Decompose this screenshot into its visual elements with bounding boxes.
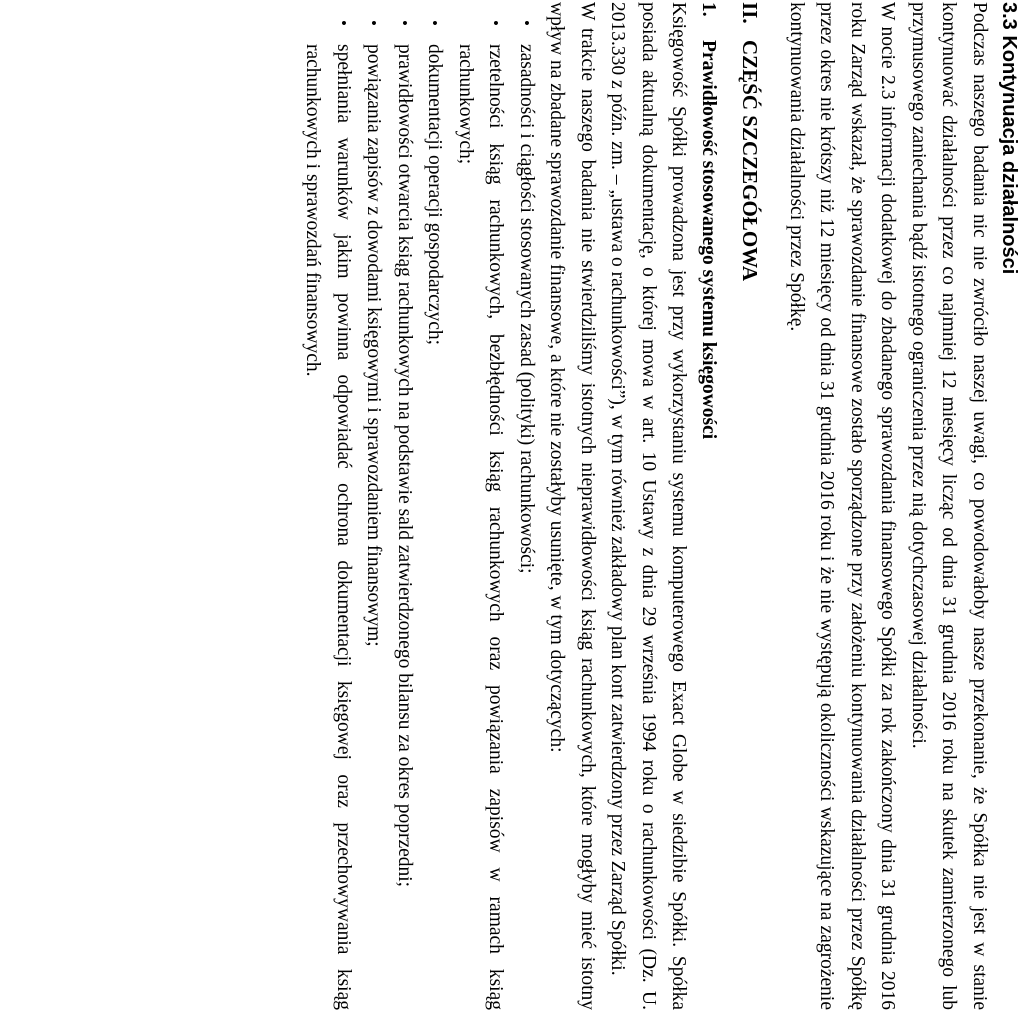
list-item [297, 2, 358, 1010]
audit-checklist [297, 2, 541, 1010]
section-1-title: Prawidłowość stosowanego systemu księgowości [698, 40, 720, 440]
bullet-glyph: • [334, 20, 353, 26]
section-3-3-paragraph-1: Podczas naszego badania nic nie zwróciło naszej uwagi, co powodowałoby nasze przekonanie, że Spółka nie jest w stanie kontynuować działalności przez co najmniej 12 miesięcy licząc od dnia 31 grudnia 2016 roku na skutek zamierzonego lub przymusowego zaniechania bądź istotnego ograniczenia przez nią dotychczasowej działalności. [908, 2, 990, 1010]
bullet-glyph: • [395, 20, 414, 26]
bullet-glyph: • [486, 20, 506, 26]
list-item-text: zasadności i ciągłości stosowanych zasad (polityki) rachunkowości; [516, 44, 537, 574]
bullet-glyph: • [425, 20, 445, 26]
section-1-number: 1. [698, 2, 720, 17]
part-ii-numeral: II. [738, 2, 763, 24]
document-body [297, 2, 1024, 1010]
list-item [419, 2, 450, 1010]
section-1-paragraph-2: W trakcie naszego badania nie stwierdziliśmy istotnych nieprawidłowości ksiąg rachunkowych, które mogłyby mieć istotny wpływ na zbadane sprawozdanie finansowe, a które nie zostałyby usunięte, w tym dotyczących: [546, 2, 598, 1010]
bullet-glyph: • [364, 20, 384, 26]
list-item [389, 2, 420, 1010]
section-1-heading [694, 2, 724, 1010]
section-3-3-heading: 3.3 Kontynuacja działalności [998, 2, 1020, 275]
list-item-text: spełniania warunków jakim powinna odpowiadać ochrona dokumentacji księgowej oraz przechowywania ksiąg rachunkowych i sprawozdań finansowych. [302, 44, 354, 1010]
part-ii-heading [736, 2, 766, 1010]
bullet-glyph: • [517, 20, 536, 26]
list-item [450, 2, 511, 1010]
list-item-text: rzetelności ksiąg rachunkowych, bezbłędności ksiąg rachunkowych oraz powiązania zapisów w ramach ksiąg rachunkowych; [455, 44, 507, 1010]
list-item [358, 2, 389, 1010]
list-item-text: prawidłowości otwarcia ksiąg rachunkowych na podstawie sald zatwierdzonego bilansu za okres poprzedni; [394, 44, 415, 888]
section-3-3-paragraph-2: W nocie 2.3 informacji dodatkowej do zbadanego sprawozdania finansowego Spółki za rok zakończony dnia 31 grudnia 2016 roku Zarząd wskazał, że sprawozdanie finansowe zostało sporządzone przy założeniu kontynuowania działalności przez Spółkę przez okres nie krótszy niż 12 miesięcy od dnia 31 grudnia 2016 roku i że nie występują okoliczności wskazujące na zagrożenie kontynuowania działalności przez Spółkę. [786, 2, 899, 1010]
list-item-text: dokumentacji operacji gospodarczych; [424, 44, 446, 346]
section-1-paragraph-1: Księgowość Spółki prowadzona jest przy wykorzystaniu systemu komputerowego Exact Globe w siedzibie Spółki. Spółka posiada aktualną dokumentację, o której mowa w art. 10 Ustawy z dnia 29 września 1994 roku o rachunkowości (Dz. U. 2013.330 z późn. zm. – „ustawa o rachunkowości”), w tym również zakładowy plan kont zatwierdzony przez Zarząd Spółki. [607, 2, 690, 1010]
list-item [511, 2, 542, 1010]
part-ii-title: CZĘŚĆ SZCZEGÓŁOWA [738, 40, 763, 281]
list-item-text: powiązania zapisów z dowodami księgowymi i sprawozdaniem finansowym; [363, 44, 385, 647]
